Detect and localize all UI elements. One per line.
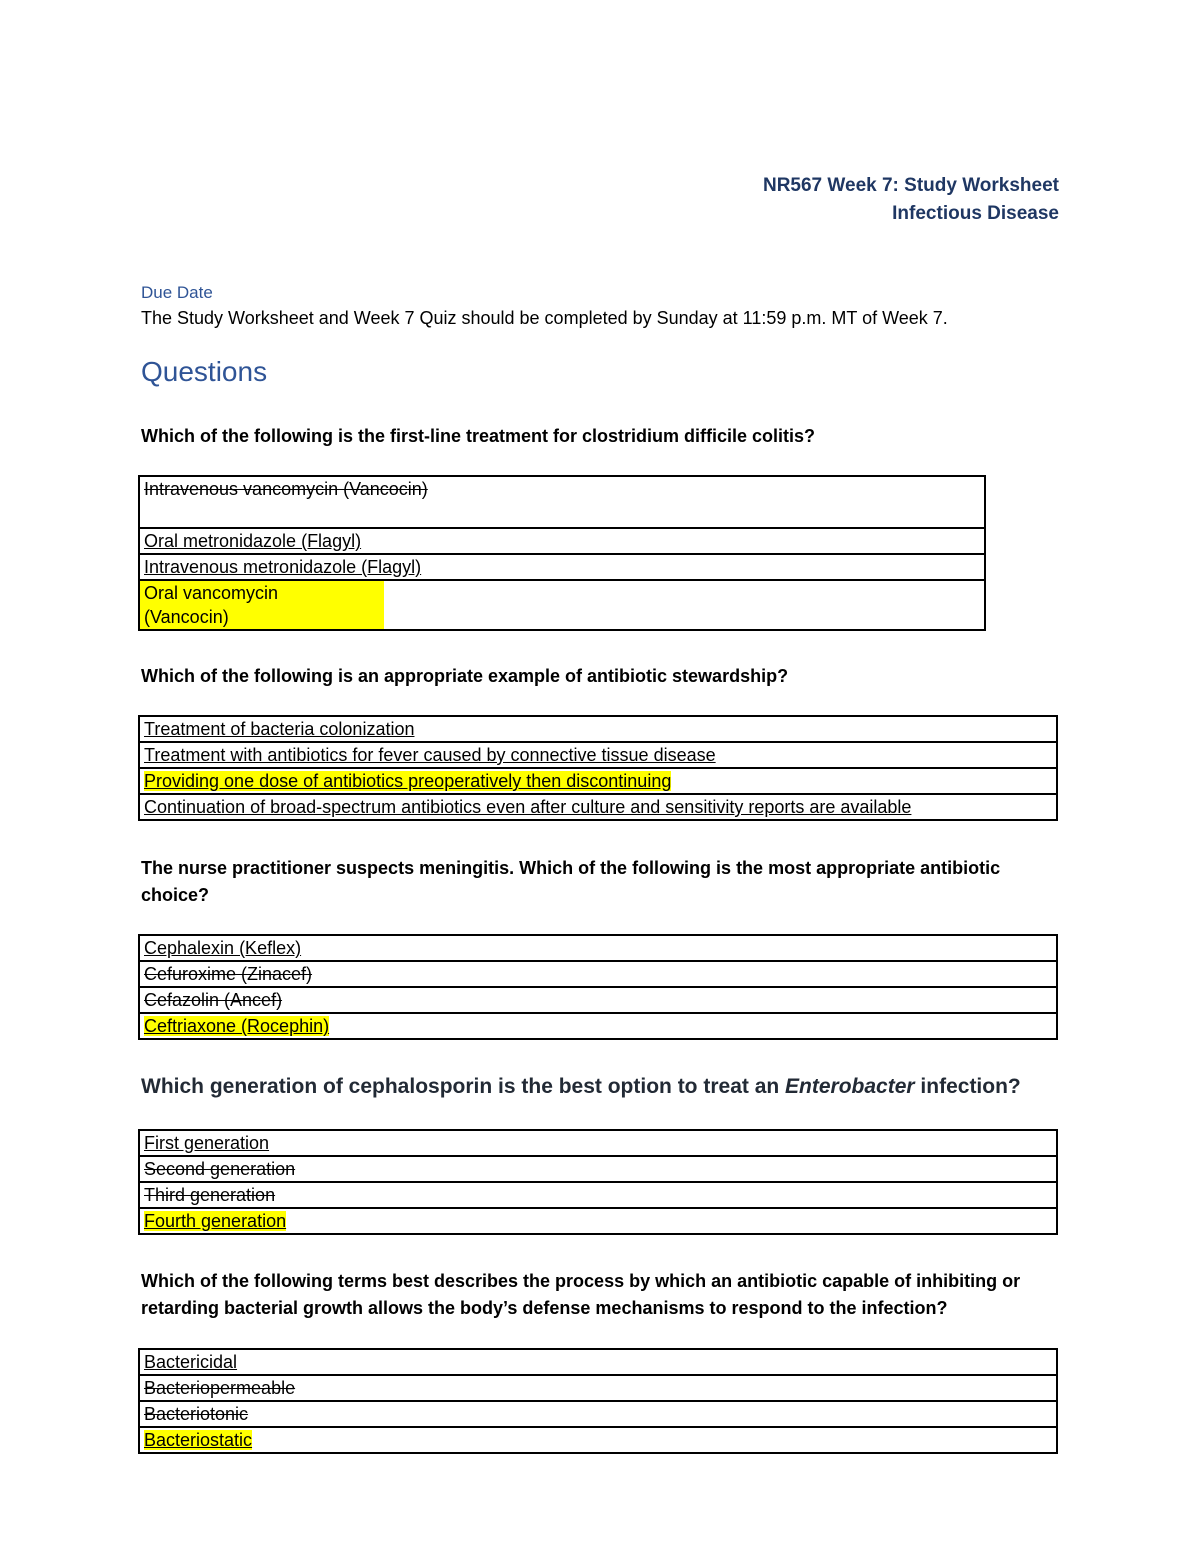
- option: Cefazolin (Ancef): [139, 987, 1057, 1013]
- question-line: Which of the following terms best describes the process by which an antibiotic capable of inhibiting or: [141, 1271, 1021, 1291]
- option-row: [139, 1401, 1057, 1427]
- option-line: Oral vancomycin: [144, 583, 279, 603]
- question-line: The nurse practitioner suspects meningitis. Which of the following is the most appropriate antibiotic: [141, 858, 1001, 878]
- option-row: [139, 794, 1057, 820]
- option: Treatment with antibiotics for fever caused by connective tissue disease: [139, 742, 1057, 768]
- option-row: [139, 961, 1057, 987]
- option: Bacteriopermeable: [139, 1375, 1057, 1401]
- option-row: [139, 1130, 1057, 1156]
- option-row: [139, 528, 985, 554]
- question-text: infection?: [914, 1075, 1021, 1098]
- option-row: [139, 1208, 1057, 1234]
- option-row: [139, 476, 985, 528]
- option-correct: [139, 768, 1057, 794]
- question-text: Which generation of cephalosporin is the best option to treat an: [141, 1075, 786, 1098]
- option-correct: [139, 580, 985, 630]
- option-correct: [139, 1427, 1057, 1453]
- option: Oral metronidazole (Flagyl): [139, 528, 985, 554]
- question-4: [141, 1073, 1061, 1100]
- question-1-options: [138, 475, 986, 631]
- highlighted-answer: Bacteriostatic: [144, 1430, 253, 1450]
- option-row: [139, 716, 1057, 742]
- option: Bactericidal: [139, 1349, 1057, 1375]
- highlighted-answer: [140, 581, 384, 629]
- question-line: retarding bacterial growth allows the body’s defense mechanisms to respond to the infection?: [141, 1298, 948, 1318]
- option-row: [139, 1427, 1057, 1453]
- option-row: [139, 554, 985, 580]
- option-row: [139, 580, 985, 630]
- course-title: NR567 Week 7: Study Worksheet: [762, 175, 1059, 196]
- option-row: [139, 1182, 1057, 1208]
- option: Continuation of broad-spectrum antibiotics even after culture and sensitivity reports are available: [139, 794, 1057, 820]
- option-correct: [139, 1013, 1057, 1039]
- option-row: [139, 1156, 1057, 1182]
- highlighted-answer: Fourth generation: [144, 1211, 287, 1231]
- option-row: [139, 1349, 1057, 1375]
- option: Third generation: [139, 1182, 1057, 1208]
- due-date-label: Due Date: [141, 283, 213, 302]
- due-date-text: The Study Worksheet and Week 7 Quiz should be completed by Sunday at 11:59 p.m. MT of Week 7.: [141, 308, 948, 328]
- option: Cephalexin (Keflex): [139, 935, 1057, 961]
- option: Treatment of bacteria colonization: [139, 716, 1057, 742]
- option: First generation: [139, 1130, 1057, 1156]
- option: Cefuroxime (Zinacef): [139, 961, 1057, 987]
- option: Intravenous metronidazole (Flagyl): [139, 554, 985, 580]
- option: Second generation: [139, 1156, 1057, 1182]
- option-row: [139, 935, 1057, 961]
- question-5-options: [138, 1348, 1058, 1454]
- question-3-options: [138, 934, 1058, 1040]
- question-2: Which of the following is an appropriate example of antibiotic stewardship?: [141, 666, 789, 686]
- question-2-options: [138, 715, 1058, 821]
- option-row: [139, 1013, 1057, 1039]
- option-row: [139, 768, 1057, 794]
- option-correct: [139, 1208, 1057, 1234]
- document-header: [763, 172, 1059, 228]
- question-4-options: [138, 1129, 1058, 1235]
- highlighted-answer: Providing one dose of antibiotics preoperatively then discontinuing: [144, 771, 672, 791]
- option-row: [139, 1375, 1057, 1401]
- question-3: [141, 855, 1061, 909]
- highlighted-answer: Ceftriaxone (Rocephin): [144, 1016, 330, 1036]
- option: Intravenous vancomycin (Vancocin): [139, 476, 985, 528]
- question-line: choice?: [141, 885, 210, 905]
- question-1: Which of the following is the first-line treatment for clostridium difficile colitis?: [141, 426, 816, 446]
- question-text-italic: Enterobacter: [785, 1075, 915, 1098]
- question-5: [141, 1268, 1061, 1322]
- option-row: [139, 987, 1057, 1013]
- option-line: (Vancocin): [144, 607, 229, 627]
- section-title: Questions: [141, 356, 268, 387]
- option-row: [139, 742, 1057, 768]
- option: Bacteriotonic: [139, 1401, 1057, 1427]
- topic-title: Infectious Disease: [892, 203, 1059, 224]
